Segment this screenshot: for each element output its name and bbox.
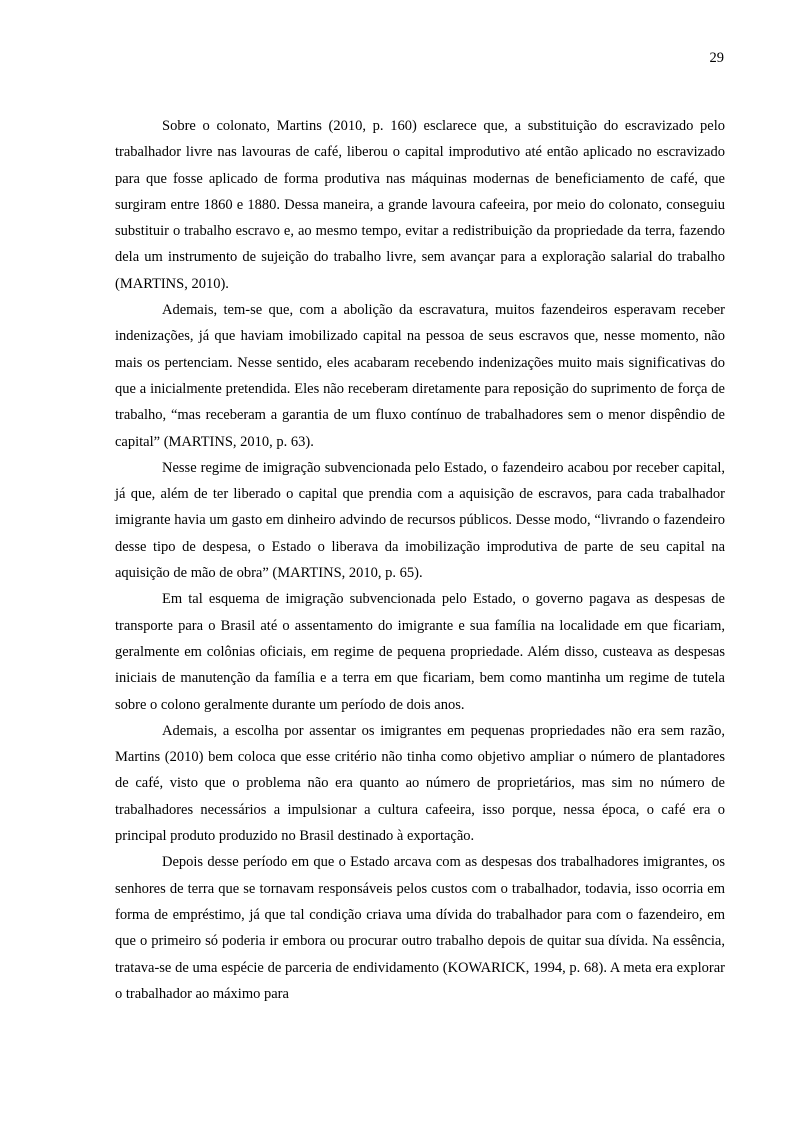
paragraph-colonato: Sobre o colonato, Martins (2010, p. 160) esclarece que, a substituição do escravizado pelo trabalhador livre nas lavouras de café, liberou o capital improdutivo até então aplicado no escravizado para que fosse aplicado de forma produtiva nas máquinas modernas de beneficiamento de café, que surgiram entre 1860 e 1880. Dessa maneira, a grande lavoura cafeeira, por meio do colonato, conseguiu substituir o trabalho escravo e, ao mesmo tempo, evitar a redistribuição da propriedade da terra, fazendo dela um instrumento de sujeição do trabalho livre, sem avançar para a exploração salarial do trabalho (MARTINS, 2010). xyxy=(115,118,725,292)
body-text xyxy=(115,113,725,1007)
page-number: 29 xyxy=(709,50,724,66)
paragraph-pequenas-propriedades: Ademais, a escolha por assentar os imigrantes em pequenas propriedades não era sem razão, Martins (2010) bem coloca que esse critério não tinha como objetivo ampliar o número de plantadores de café, visto que o problema não era quanto ao número de proprietários, mas sim no número de trabalhadores necessários a impulsionar a cultura cafeeira, isso porque, nessa época, o café era o principal produto produzido no Brasil destinado à exportação. xyxy=(115,722,725,845)
paragraph-endividamento: Depois desse período em que o Estado arcava com as despesas dos trabalhadores imigrantes, os senhores de terra que se tornavam responsáveis pelos custos com o trabalhador, todavia, isso ocorria em forma de empréstimo, já que tal condição criava uma dívida do trabalhador para com o fazendeiro, em que o primeiro só poderia ir embora ou procurar outro trabalho depois de quitar sua dívida. Na essência, tratava-se de uma espécie de parceria de endividamento (KOWARICK, 1994, p. 68). A meta era explorar o trabalhador ao máximo para xyxy=(115,854,725,1002)
paragraph-esquema-imigracao: Em tal esquema de imigração subvencionada pelo Estado, o governo pagava as despesas de transporte para o Brasil até o assentamento do imigrante e sua família na localidade em que ficariam, geralmente em colônias oficiais, em regime de pequena propriedade. Além disso, custeava as despesas iniciais de manutenção da família e a terra em que ficariam, bem como mantinha um regime de tutela sobre o colono geralmente durante um período de dois anos. xyxy=(115,591,725,713)
paragraph-regime-imigracao: Nesse regime de imigração subvencionada pelo Estado, o fazendeiro acabou por receber capital, já que, além de ter liberado o capital que prendia com a aquisição de escravos, para cada trabalhador imigrante havia um gasto em dinheiro advindo de recursos públicos. Desse modo, “livrando o fazendeiro desse tipo de despesa, o Estado o liberava da imobilização improdutiva de parte de seu capital na aquisição de mão de obra” (MARTINS, 2010, p. 65). xyxy=(115,459,725,582)
paragraph-indenizacoes: Ademais, tem-se que, com a abolição da escravatura, muitos fazendeiros esperavam receber indenizações, já que haviam imobilizado capital na pessoa de seus escravos que, nesse momento, não mais os pertenciam. Nesse sentido, eles acabaram recebendo indenizações muito mais significativas do que a inicialmente pretendida. Eles não receberam diretamente para reposição do suprimento de força de trabalho, “mas receberam a garantia de um fluxo contínuo de trabalhadores sem o menor dispêndio de capital” (MARTINS, 2010, p. 63). xyxy=(115,302,725,450)
